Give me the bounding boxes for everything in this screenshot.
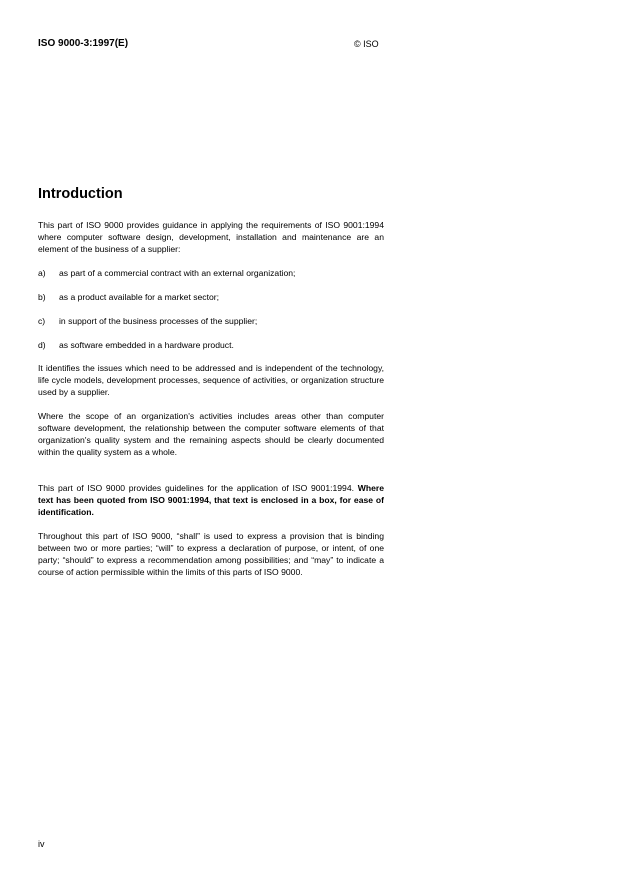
list-marker: d) [38, 340, 46, 350]
list-text: as software embedded in a hardware product. [59, 340, 234, 350]
paragraph-relationship: Where the scope of an organization's activities includes areas other than computer software development, the relationship between the computer software elements of that organization's quality system and the remaining aspects should be clearly documented within the quality system as a whole. [38, 411, 384, 457]
paragraph-scope: It identifies the issues which need to be addressed and is independent of the technology, life cycle models, development processes, sequence of activities, or organization structure used by a supplier. [38, 363, 384, 397]
paragraph-guidelines [38, 483, 384, 519]
document-id: ISO 9000-3:1997(E) [38, 38, 129, 49]
list-marker: b) [38, 292, 46, 302]
list-text: as part of a commercial contract with an external organization; [59, 268, 296, 278]
paragraph-verbal-forms: Throughout this part of ISO 9000, “shall” is used to express a provision that is binding between two or more parties; “will” to express a declaration of purpose, or intent, of one party; “should” to express a recommendation among possibilities; and “may” to indicate a course of action permissible within the limits of this parts of ISO 9000. [38, 531, 384, 577]
list-item [38, 315, 257, 327]
list-marker: a) [38, 268, 46, 278]
list-item [38, 267, 295, 279]
guidelines-bold-text: Where text has been quoted from ISO 9001:1994, that text is enclosed in a box, for ease of identification. [38, 483, 384, 517]
list-text: in support of the business processes of the supplier; [59, 316, 258, 326]
guidelines-text: This part of ISO 9000 provides guidelines for the application of ISO 9001:1994. [38, 483, 358, 493]
list-marker: c) [38, 316, 46, 326]
intro-paragraph: This part of ISO 9000 provides guidance in applying the requirements of ISO 9001:1994 where computer software design, development, installation and maintenance are an element of the business of a supplier: [38, 220, 384, 254]
list-item [38, 291, 219, 303]
list-text: as a product available for a market sector; [59, 292, 220, 302]
section-title: Introduction [38, 186, 123, 202]
copyright-notice: © ISO [354, 39, 379, 49]
page-number: iv [38, 839, 45, 849]
list-item [38, 339, 234, 351]
